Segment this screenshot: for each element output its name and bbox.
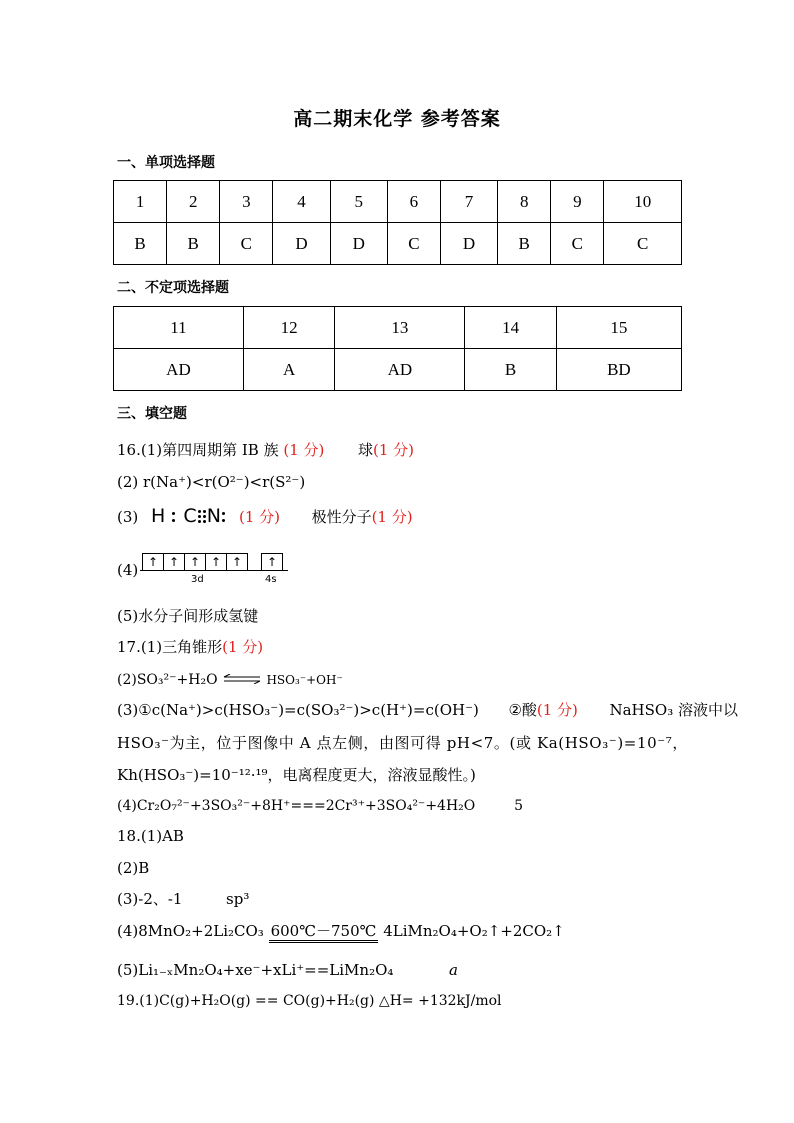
answer-cell: BD [556, 349, 681, 391]
score-note: (1 分) [536, 701, 578, 719]
single-choice-table [113, 180, 682, 265]
lewis-triple-bond-dots [197, 509, 207, 525]
q16-line-2: (2) r(Na⁺)<r(O²⁻)<r(S²⁻) [117, 473, 306, 491]
q17-line-3 [117, 700, 738, 720]
answer-cell: C [604, 223, 682, 265]
answer-cell: B [167, 223, 220, 265]
answer-cell: AD [114, 349, 244, 391]
question-number: 12 [243, 307, 334, 349]
orbital-baseline [140, 570, 288, 571]
q18-line-1: 18.(1)AB [117, 827, 184, 845]
table-row [114, 349, 682, 391]
q16-line-3 [117, 506, 413, 527]
q16-1-answer: 16.(1)第四周期第 IB 族 [117, 441, 284, 459]
q16-line-4 [117, 560, 138, 580]
question-number: 6 [387, 181, 440, 223]
question-number: 7 [440, 181, 497, 223]
q19-line-1: 19.(1)C(g)+H₂O(g) == CO(g)+H₂(g) △H= +132kJ/mol [117, 993, 502, 1009]
answer-cell: B [465, 349, 556, 391]
orbital-diagram-3d [142, 551, 247, 571]
answer-cell: D [273, 223, 330, 265]
q16-3-prefix: (3) [117, 508, 139, 526]
table-row [114, 223, 682, 265]
orbital-box: ↑ [261, 553, 283, 571]
q18-3-answer-a: (3)-2、-1 [117, 890, 183, 908]
orbital-box: ↑ [205, 553, 227, 571]
q18-line-2: (2)B [117, 859, 150, 877]
q17-1-answer: 17.(1)三角锥形 [117, 638, 223, 656]
q18-3-answer-b: sp³ [226, 890, 250, 908]
question-number: 14 [465, 307, 556, 349]
orbital-box: ↑ [142, 553, 164, 571]
orbital-box: ↑ [226, 553, 248, 571]
answer-cell: B [114, 223, 167, 265]
page-title: 高二期末化学 参考答案 [293, 108, 501, 130]
q18-5-answer: a [448, 961, 458, 979]
q18-line-5 [117, 960, 458, 980]
q18-line-4 [117, 921, 565, 943]
lewis-atom-h: H [151, 505, 166, 527]
question-number: 10 [604, 181, 682, 223]
score-note: (1 分) [372, 441, 414, 459]
question-number: 3 [220, 181, 273, 223]
q17-4-equation: (4)Cr₂O₇²⁻+3SO₃²⁻+8H⁺===2Cr³⁺+3SO₄²⁻+4H₂O [117, 798, 476, 814]
question-number: 13 [335, 307, 465, 349]
question-number: 1 [114, 181, 167, 223]
q18-line-3 [117, 889, 249, 909]
section-heading-multi-choice: 二、不定项选择题 [117, 280, 229, 296]
orbital-label-3d: 3d [191, 574, 204, 585]
answer-cell: D [330, 223, 387, 265]
answer-cell: A [243, 349, 334, 391]
multi-choice-table [113, 306, 682, 391]
q16-3-answer-b: 极性分子 [311, 508, 372, 526]
hcn-lewis-structure [151, 505, 233, 527]
question-number: 4 [273, 181, 330, 223]
section-heading-fill-in: 三、填空题 [117, 406, 187, 422]
q16-line-5: (5)水分子间形成氢键 [117, 607, 259, 625]
orbital-diagram-4s [261, 551, 282, 571]
question-number: 11 [114, 307, 244, 349]
score-note: (1 分) [222, 638, 264, 656]
answer-cell: D [440, 223, 497, 265]
q18-4-products: 4LiMn₂O₄+O₂↑+2CO₂↑ [383, 922, 565, 940]
q17-line-6 [117, 796, 523, 816]
orbital-box: ↑ [184, 553, 206, 571]
q18-5-equation: (5)Li₁₋ₓMn₂O₄+xe⁻+xLi⁺==LiMn₂O₄ [117, 961, 394, 979]
question-number: 5 [330, 181, 387, 223]
section-heading-single-choice: 一、单项选择题 [117, 155, 215, 171]
q17-3-answer-a: (3)①c(Na⁺)>c(HSO₃⁻)=c(SO₃²⁻)>c(H⁺)=c(OH⁻) [117, 701, 479, 719]
question-number: 2 [167, 181, 220, 223]
q17-line-5: Kh(HSO₃⁻)=10⁻¹²·¹⁹，电离程度更大，溶液显酸性。) [117, 766, 476, 784]
answer-cell: C [551, 223, 604, 265]
answer-cell: C [387, 223, 440, 265]
score-note: (1 分) [238, 508, 280, 526]
lewis-bond-dots [171, 509, 177, 525]
q17-3-explanation: NaHSO₃ 溶液中以 [609, 701, 738, 719]
question-number: 9 [551, 181, 604, 223]
table-row [114, 181, 682, 223]
orbital-label-4s: 4s [265, 574, 277, 585]
question-number: 8 [498, 181, 551, 223]
lewis-atom-n: N [206, 505, 221, 527]
lewis-atom-c: C [183, 505, 197, 527]
q17-line-1 [117, 637, 263, 657]
lewis-lone-pair-dots [221, 509, 227, 525]
answer-cell: B [498, 223, 551, 265]
answer-cell: C [220, 223, 273, 265]
q17-2-equation-right: HSO₃⁻+OH⁻ [266, 673, 343, 687]
answer-cell: AD [335, 349, 465, 391]
q17-line-2 [117, 670, 343, 690]
table-row [114, 307, 682, 349]
q17-4-answer: 5 [514, 798, 524, 814]
score-note: (1 分) [283, 441, 325, 459]
q18-4-reactants: (4)8MnO₂+2Li₂CO₃ [117, 922, 264, 940]
q16-4-prefix: (4) [117, 561, 139, 579]
q16-line-1 [117, 440, 414, 460]
reversible-arrow-icon [222, 674, 262, 684]
orbital-box: ↑ [163, 553, 185, 571]
q16-1-answer-b: 球 [357, 441, 373, 459]
score-note: (1 分) [371, 508, 413, 526]
q17-2-equation-left: (2)SO₃²⁻+H₂O [117, 672, 218, 688]
q17-3-answer-b: ②酸 [508, 701, 537, 719]
q17-line-4: HSO₃⁻为主，位于图像中 A 点左侧，由图可得 pH<7。(或 Ka(HSO₃⁻)=10⁻⁷， [117, 734, 688, 752]
reaction-condition: 600℃－750℃ [269, 922, 379, 943]
question-number: 15 [556, 307, 681, 349]
